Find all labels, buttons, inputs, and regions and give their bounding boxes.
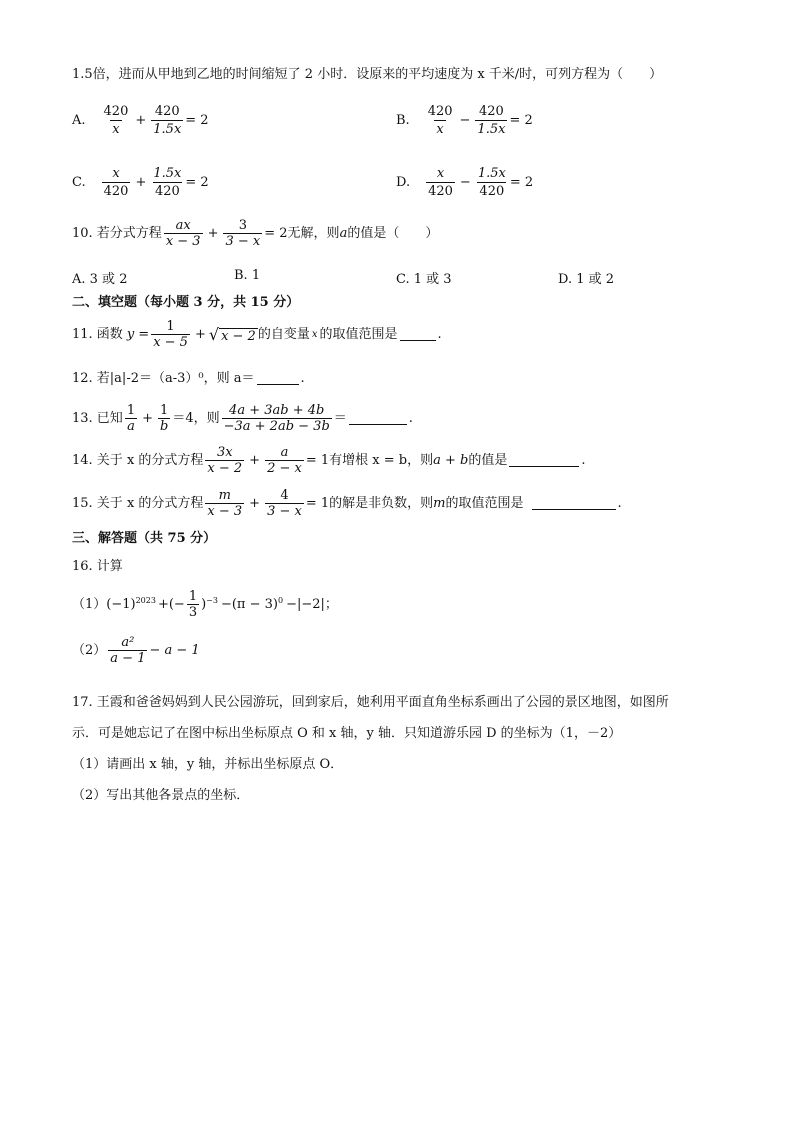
fraction: $\frac{1.5x}{420}$ — [153, 166, 182, 199]
section-heading-fill-in: 二、填空题（每小题 3 分，共 15 分） — [72, 295, 300, 310]
q9-option-d[interactable]: D. $\frac{x}{420}$ − $\frac{1.5x}{420}$ = 2 — [396, 166, 534, 199]
q9-stem: 1.5倍，进而从甲地到乙地的时间缩短了 2 小时．设原来的平均速度为 x 千米/时，可列方程为（ ） — [72, 67, 663, 82]
fraction: $\frac{4}{3 - x}$ — [267, 488, 302, 519]
section-heading-solve: 三、解答题（共 75 分） — [72, 531, 217, 546]
q17-part2: （2）写出其他各景点的坐标． — [72, 788, 250, 803]
fraction: $\frac{3x}{x - 2}$ — [207, 445, 243, 476]
q10-option-d[interactable]: D. 1 或 2 — [558, 272, 615, 287]
q16-title: 16. 计算 — [72, 559, 123, 574]
q10-option-a[interactable]: A. 3 或 2 — [72, 272, 128, 287]
answer-blank[interactable] — [349, 412, 407, 425]
q16-part1: （1） (−1) 2023 +(− $\frac{1}{3}$ ) −3 −(π − 3) 0 −|−2|； — [72, 589, 338, 620]
q9-option-b[interactable]: B. $\frac{420}{x}$ − $\frac{420}{1.5x}$ = 2 — [396, 104, 533, 137]
fraction: $\frac{x}{420}$ — [428, 166, 453, 199]
q17-part1: （1）请画出 x 轴，y 轴，并标出坐标原点 O． — [72, 757, 344, 772]
fraction: $\frac{1}{3}$ — [188, 589, 198, 620]
answer-blank[interactable] — [400, 328, 436, 341]
answer-blank[interactable] — [509, 454, 579, 467]
fraction: $\frac{ax}{x - 3}$ — [165, 218, 201, 249]
q10-option-c[interactable]: C. 1 或 3 — [396, 272, 452, 287]
fraction: $\frac{420}{1.5x}$ — [153, 104, 182, 137]
q14-stem: 14. 关于 x 的分式方程 $\frac{3x}{x - 2}$ + $\frac{a}{2 - x}$ = 1 有增根 x = b，则 a + b 的值是 . — [72, 445, 586, 476]
fraction: $\frac{420}{1.5x}$ — [477, 104, 506, 137]
q9-option-a[interactable]: A. $\frac{420}{x}$ + $\frac{420}{1.5x}$ = 2 — [72, 104, 209, 137]
q13-stem: 13. 已知 $\frac{1}{a}$ + $\frac{1}{b}$ ＝4，则 $\frac{4a + 3ab + 4b}{-3a + 2ab - 3b}$ ＝ . — [72, 403, 413, 434]
fraction: $\frac{a}{2 - x}$ — [267, 445, 302, 476]
fraction: $\frac{1.5x}{420}$ — [477, 166, 506, 199]
q11-stem: 11. 函数 y = $\frac{1}{x - 5}$ + √ x − 2 的自变量 x 的取值范围是 . — [72, 319, 442, 350]
answer-blank[interactable] — [257, 372, 299, 385]
fraction: $\frac{1}{a}$ — [126, 403, 136, 434]
fraction: $\frac{420}{x}$ — [427, 104, 453, 137]
q10-option-b[interactable]: B. 1 — [234, 268, 261, 283]
fraction: $\frac{4a + 3ab + 4b}{-3a + 2ab - 3b}$ — [223, 403, 330, 434]
q16-part2: （2） $\frac{\text{a²}}{a - 1}$ − a − 1 — [72, 635, 200, 666]
answer-blank[interactable] — [532, 497, 616, 510]
fraction: $\frac{\text{a²}}{a - 1}$ — [110, 635, 146, 666]
q17-line1: 17. 王霞和爸爸妈妈到人民公园游玩，回到家后，她利用平面直角坐标系画出了公园的景区地图，如图所 — [72, 695, 669, 710]
fraction: $\frac{m}{x - 3}$ — [207, 488, 243, 519]
fraction: $\frac{1}{x - 5}$ — [153, 319, 188, 350]
q9-option-c[interactable]: C. $\frac{x}{420}$ + $\frac{1.5x}{420}$ = 2 — [72, 166, 209, 199]
fraction: $\frac{420}{x}$ — [103, 104, 129, 137]
q17-line2: 示．可是她忘记了在图中标出坐标原点 O 和 x 轴，y 轴．只知道游乐园 D 的坐标为（1，－2） — [72, 726, 622, 741]
sqrt: √ x − 2 — [208, 324, 256, 344]
fraction: $\frac{1}{b}$ — [160, 403, 169, 434]
q10-stem: 10. 若分式方程 $\frac{ax}{x - 3}$ + $\frac{3}{3 - x}$ = 2 无解，则 a 的值是（ ） — [72, 218, 439, 249]
q15-stem: 15. 关于 x 的分式方程 $\frac{m}{x - 3}$ + $\frac{4}{3 - x}$ = 1 的解是非负数，则 m 的取值范围是 . — [72, 488, 622, 519]
q12-stem: 12. 若|a|-2＝（a-3）⁰，则 a＝ . — [72, 371, 305, 386]
fraction: $\frac{3}{3 - x}$ — [225, 218, 261, 249]
fraction: $\frac{x}{420}$ — [103, 166, 129, 199]
